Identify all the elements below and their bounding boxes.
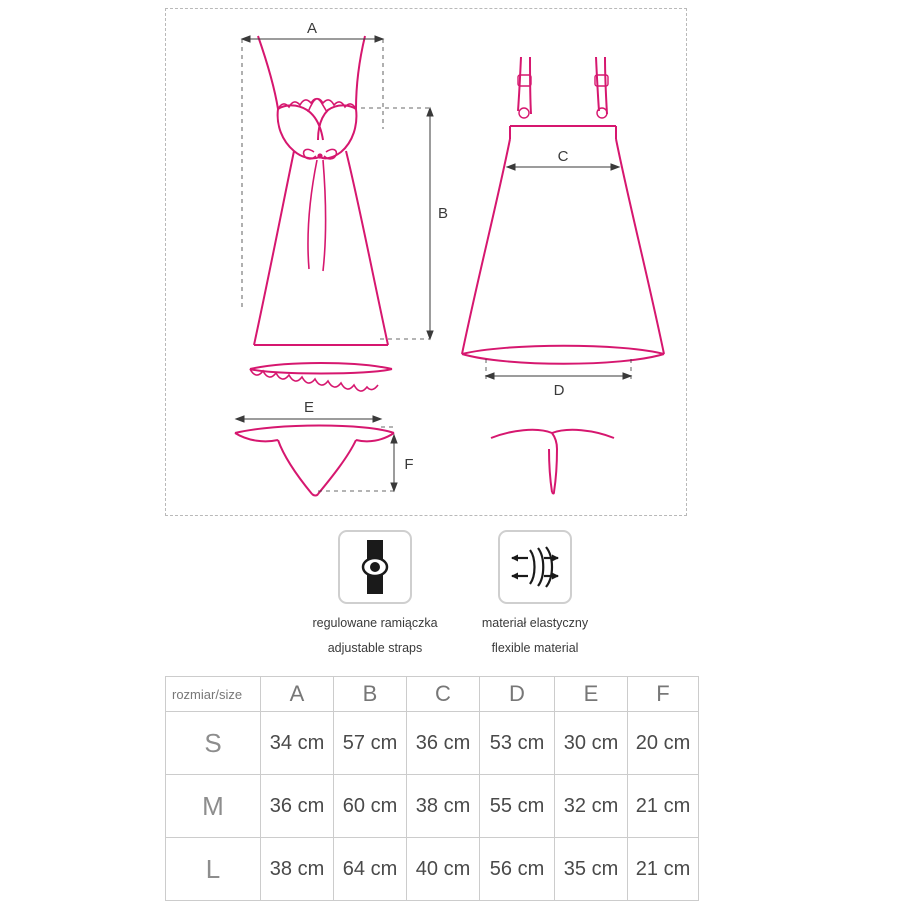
dimension-b xyxy=(361,108,433,339)
cell-l-c: 40 cm xyxy=(407,838,480,901)
header-c: C xyxy=(407,677,480,712)
cell-m-d: 55 cm xyxy=(480,775,555,838)
cell-l-d: 56 cm xyxy=(480,838,555,901)
cell-s-b: 57 cm xyxy=(334,712,407,775)
label-a: A xyxy=(306,20,318,37)
cell-s-f: 20 cm xyxy=(628,712,699,775)
feature-label-en: flexible material xyxy=(491,640,579,655)
cell-s-e: 30 cm xyxy=(555,712,628,775)
dimension-f xyxy=(318,427,397,491)
label-d: D xyxy=(553,382,565,399)
cell-m-b: 60 cm xyxy=(334,775,407,838)
header-size-label: rozmiar/size xyxy=(166,677,261,712)
cell-l-e: 35 cm xyxy=(555,838,628,901)
dimension-a xyxy=(242,36,383,309)
cell-l-f: 21 cm xyxy=(628,838,699,901)
garment-drawing xyxy=(166,9,688,517)
cell-m-f: 21 cm xyxy=(628,775,699,838)
feature-label-pl: materiał elastyczny xyxy=(481,616,589,630)
cell-s-d: 53 cm xyxy=(480,712,555,775)
cell-s-c: 36 cm xyxy=(407,712,480,775)
feature-flexible-material xyxy=(460,530,610,654)
label-c: C xyxy=(557,148,569,165)
row-size-s: S xyxy=(166,712,261,775)
features-section xyxy=(300,530,620,670)
elastic-material-icon xyxy=(498,530,572,604)
table-row xyxy=(166,838,699,901)
size-table xyxy=(165,676,699,901)
header-d: D xyxy=(480,677,555,712)
chemise-back-illustration xyxy=(462,57,664,364)
feature-label-en: adjustable straps xyxy=(327,640,423,655)
feature-label-pl: regulowane ramiączka xyxy=(312,616,438,630)
table-row xyxy=(166,712,699,775)
cell-m-c: 38 cm xyxy=(407,775,480,838)
header-b: B xyxy=(334,677,407,712)
header-e: E xyxy=(555,677,628,712)
cell-m-e: 32 cm xyxy=(555,775,628,838)
adjustable-strap-icon xyxy=(338,530,412,604)
cell-s-a: 34 cm xyxy=(261,712,334,775)
row-size-l: L xyxy=(166,838,261,901)
table-header-row xyxy=(166,677,699,712)
header-a: A xyxy=(261,677,334,712)
dimension-e xyxy=(236,416,381,422)
table-row xyxy=(166,775,699,838)
technical-drawing-panel xyxy=(165,8,687,516)
cell-l-a: 38 cm xyxy=(261,838,334,901)
label-e: E xyxy=(303,399,315,416)
row-size-m: M xyxy=(166,775,261,838)
label-f: F xyxy=(404,456,414,473)
chemise-front-illustration xyxy=(250,36,392,391)
thong-front-illustration xyxy=(235,426,394,496)
cell-l-b: 64 cm xyxy=(334,838,407,901)
thong-back-illustration xyxy=(491,430,614,494)
cell-m-a: 36 cm xyxy=(261,775,334,838)
feature-adjustable-straps xyxy=(300,530,450,654)
label-b: B xyxy=(437,205,449,222)
header-f: F xyxy=(628,677,699,712)
